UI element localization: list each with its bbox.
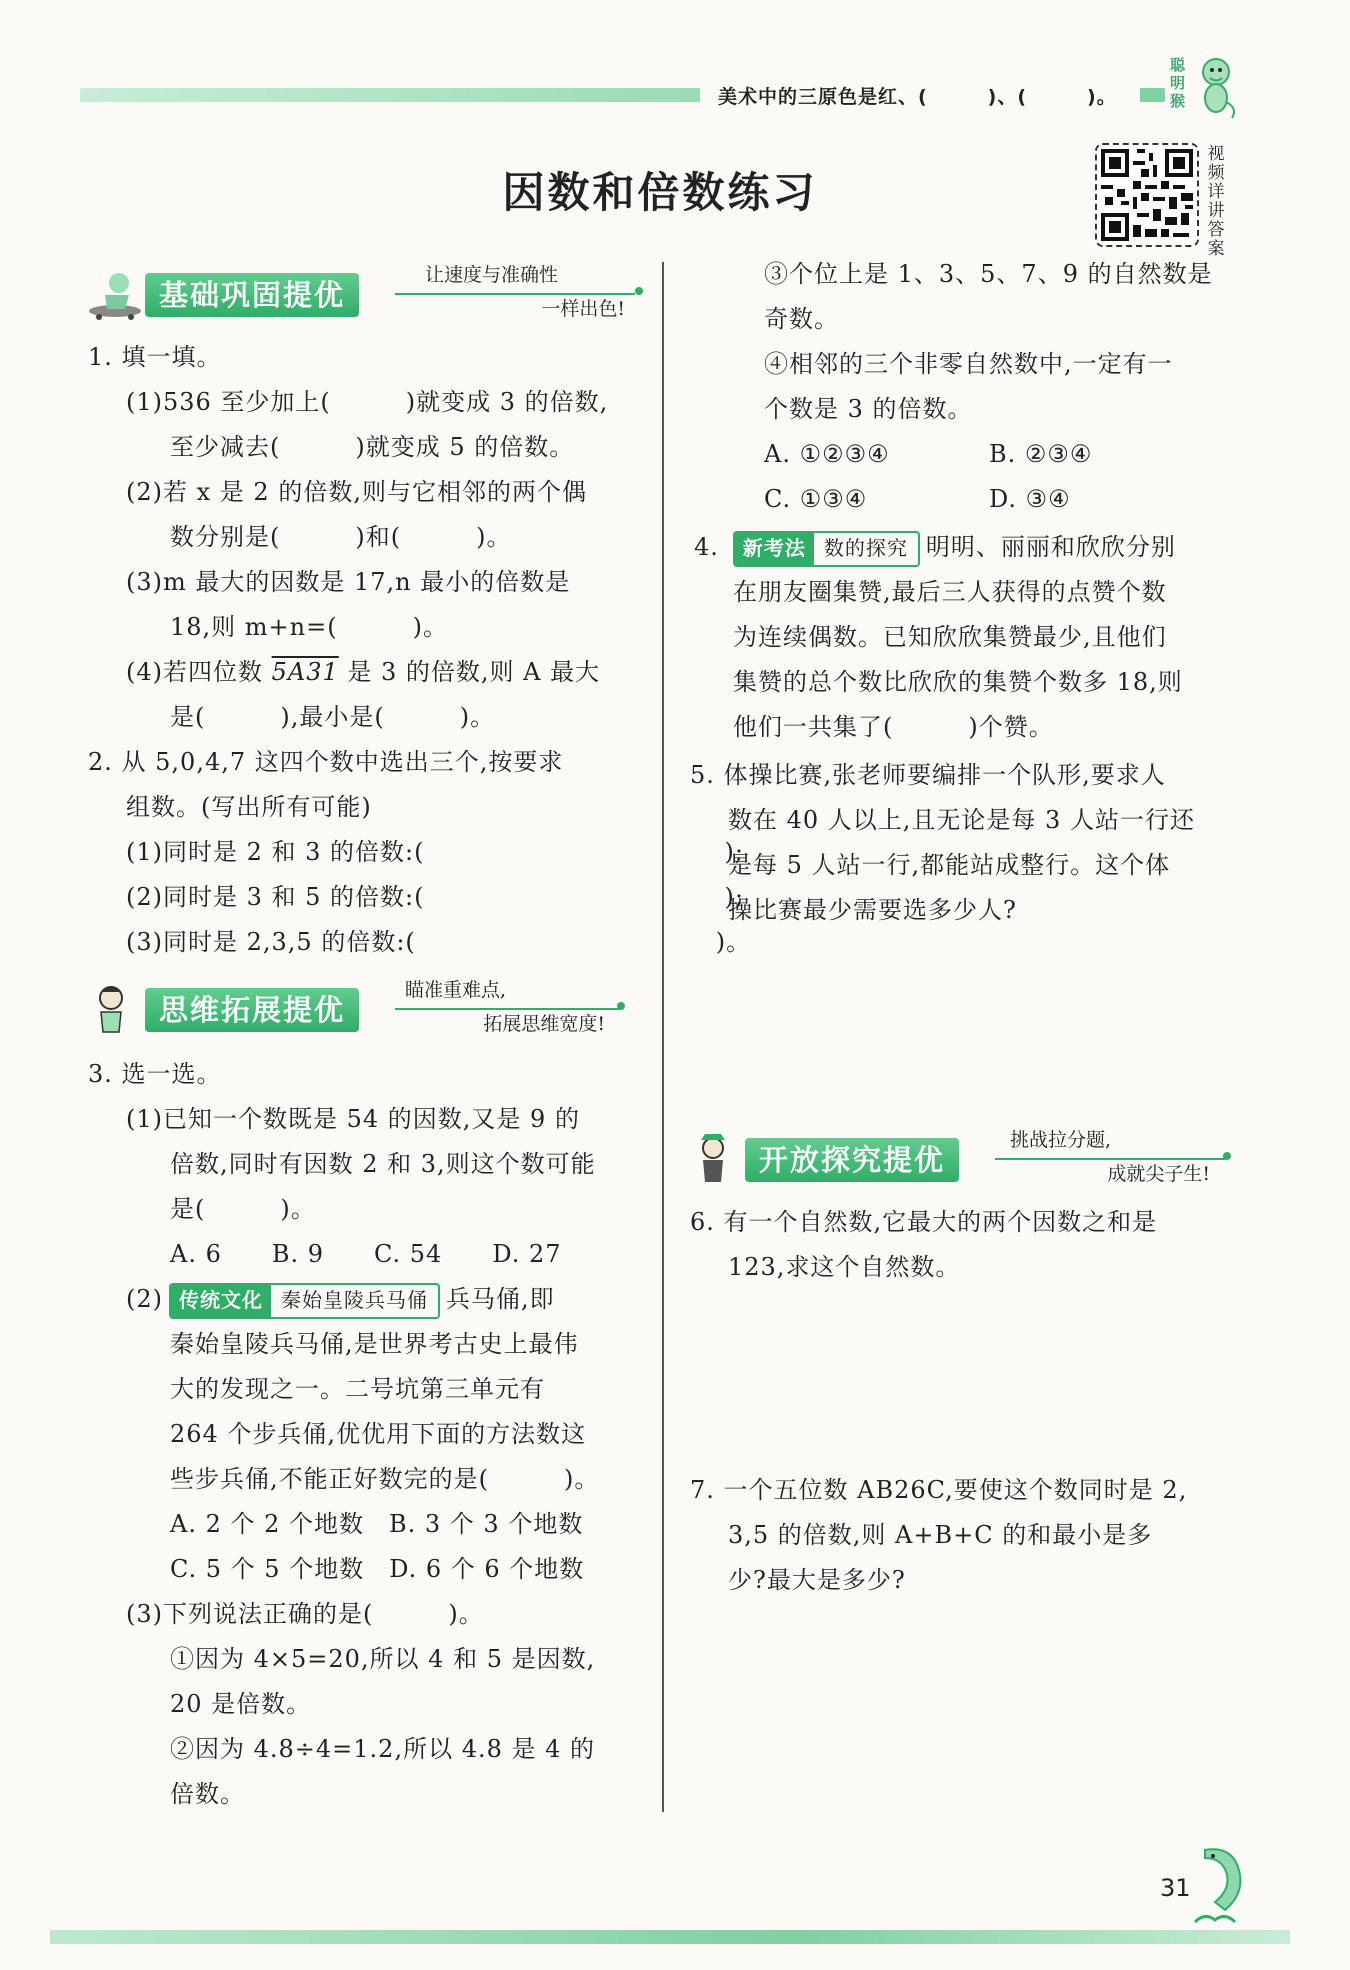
q1-line: (1)536 至少加上( )就变成 3 的倍数, [126,388,609,416]
q4-line: 他们一共集了( )个赞。 [733,713,1054,741]
monkey-mascot-icon [1170,50,1240,120]
q3-opt-b: B. ②③④ [989,440,1093,468]
section-label-basic: 基础巩固提优 [145,273,359,317]
q3-opt-c: C. ①③④ [764,485,868,513]
q3-line: 是( )。 [170,1195,316,1223]
new-method-tag [733,531,920,567]
q3-statement: 20 是倍数。 [170,1690,312,1718]
section-header-thinking [85,980,625,1040]
q3-statement: 奇数。 [764,305,839,333]
section-header-basic [85,265,645,325]
column-divider [662,262,664,1812]
section-dot [635,287,643,295]
q2-line: 组数。(写出所有可能) [126,793,372,821]
question-3 [88,1052,599,1817]
q3-line: (1)已知一个数既是 54 的因数,又是 9 的 [126,1105,580,1133]
q5-line: 5. 体操比赛,张老师要编排一个队形,要求人 [690,761,1166,789]
q7-line: 7. 一个五位数 AB26C,要使这个数同时是 2, [690,1476,1188,1504]
q3-line: 大的发现之一。二号坑第三单元有 [170,1375,545,1403]
page-title: 因数和倍数练习 [502,168,818,217]
q3-opt-a: A. ①②③④ [764,440,890,468]
question-5 [690,753,1195,933]
q1-line: 数分别是( )和( )。 [170,523,512,551]
question-3-continued [690,252,1213,522]
q1-line: (2)若 x 是 2 的倍数,则与它相邻的两个偶 [126,478,587,506]
q1-line: 至少减去( )就变成 5 的倍数。 [170,433,575,461]
header-trivia: 美术中的三原色是红、( )、( )。 [718,86,1117,108]
q3-line: 264 个步兵俑,优优用下面的方法数这 [170,1420,587,1448]
q3-line: 些步兵俑,不能正好数完的是( )。 [170,1465,600,1493]
new-method-tag-topic: 数的探究 [823,535,908,560]
new-method-tag-label: 新考法 [735,533,814,565]
section-motto-basic-1: 让速度与准确性 [425,264,559,286]
q3-statement: ③个位上是 1、3、5、7、9 的自然数是 [764,260,1213,288]
q2-line: 2. 从 5,0,4,7 这四个数中选出三个,按要求 [88,748,564,776]
q4-line: 为连续偶数。已知欣欣集赞最少,且他们 [733,623,1167,651]
q6-line: 6. 有一个自然数,它最大的两个因数之和是 [690,1208,1158,1236]
q1-l7c: 是 3 的倍数,则 A 最大 [338,658,601,686]
q3-statement: ②因为 4.8÷4=1.2,所以 4.8 是 4 的 [170,1735,596,1763]
section-motto-open-1: 挑战拉分题, [1010,1129,1112,1151]
q1-line: 18,则 m+n=( )。 [170,613,448,641]
q5-line: 是每 5 人站一行,都能站成整行。这个体 [728,851,1171,879]
page-number: 31 [1160,1874,1191,1902]
q3-options-2c: C. 5 个 5 个地数 D. 6 个 6 个地数 [170,1555,585,1583]
q5-line: 操比赛最少需要选多少人? [728,896,1017,924]
q7-line: 少?最大是多少? [728,1566,906,1594]
kid-thinking-icon [85,980,143,1038]
q2-line: (1)同时是 2 和 3 的倍数:( ); [126,838,744,866]
mascot-text: 聪明猴 [1170,56,1186,110]
qr-label: 视频详讲答案 [1207,144,1225,259]
q3-statement: 倍数。 [170,1780,245,1808]
q3-p2-prefix: (2) [126,1285,163,1313]
q1-l7-number: 5A31 [271,658,339,686]
qr-code-icon[interactable] [1095,143,1199,247]
q1-line: (3)m 最大的因数是 17,n 最小的倍数是 [126,568,571,596]
section-motto-open-2: 成就尖子生! [1107,1163,1210,1185]
q4-num: 4. [694,533,719,561]
q2-line: (2)同时是 3 和 5 的倍数:( ); [126,883,744,911]
question-6 [690,1200,1157,1290]
question-7 [690,1468,1187,1603]
q3-line: 倍数,同时有因数 2 和 3,则这个数可能 [170,1150,596,1178]
culture-tag-label: 传统文化 [171,1285,271,1317]
section-motto-basic-2: 一样出色! [541,298,625,320]
q3-statement: 个数是 3 的倍数。 [764,395,973,423]
section-header-open [685,1130,1235,1190]
culture-tag-topic: 秦始皇陵兵马俑 [281,1287,428,1312]
q3-options-3ab [690,432,1213,477]
q4-first-line [690,525,1183,570]
q3-options-3cd [690,477,1213,522]
dolphin-icon [1185,1840,1255,1930]
section-motto-thinking-2: 拓展思维宽度! [483,1013,605,1035]
question-2 [88,740,751,965]
q3-statement: ①因为 4×5=20,所以 4 和 5 是因数, [170,1645,596,1673]
culture-tag [169,1283,440,1319]
q4-l1: 明明、丽丽和欣欣分别 [925,533,1176,561]
q3-options-1: A. 6 B. 9 C. 54 D. 27 [170,1240,562,1268]
q7-line: 3,5 的倍数,则 A+B+C 的和最小是多 [728,1521,1153,1549]
q1-title: 1. 填一填。 [88,343,222,371]
footer-band [50,1930,1290,1944]
section-dot [617,1002,625,1010]
question-4 [690,525,1183,750]
q1-l7a: (4)若四位数 [126,658,272,686]
q4-line: 在朋友圈集赞,最后三人获得的点赞个数 [733,578,1167,606]
q2-line: (3)同时是 2,3,5 的倍数:( )。 [126,928,752,956]
section-label-thinking: 思维拓展提优 [145,988,359,1032]
q3-statement: ④相邻的三个非零自然数中,一定有一 [764,350,1173,378]
section-motto-thinking-1: 瞄准重难点, [405,979,507,1001]
kid-explorer-icon [685,1130,743,1188]
q3-part2-first-line [88,1277,599,1322]
q3-options-2a: A. 2 个 2 个地数 B. 3 个 3 个地数 [170,1510,584,1538]
skateboard-kid-icon [85,265,143,323]
q5-line: 数在 40 人以上,且无论是每 3 人站一行还 [728,806,1195,834]
q3-opt-d: D. ③④ [989,485,1071,513]
q3-p2-l1: 兵马俑,即 [446,1285,555,1313]
q3-line: (3)下列说法正确的是( )。 [126,1600,484,1628]
q3-title: 3. 选一选。 [88,1060,222,1088]
q6-line: 123,求这个自然数。 [728,1253,961,1281]
question-1 [88,335,608,740]
q1-line [88,650,608,695]
q1-line: 是( ),最小是( )。 [170,703,496,731]
section-dot [1223,1152,1231,1160]
q4-line: 集赞的总个数比欣欣的集赞个数多 18,则 [733,668,1183,696]
q3-line: 秦始皇陵兵马俑,是世界考古史上最伟 [170,1330,579,1358]
section-label-open: 开放探究提优 [745,1138,959,1182]
